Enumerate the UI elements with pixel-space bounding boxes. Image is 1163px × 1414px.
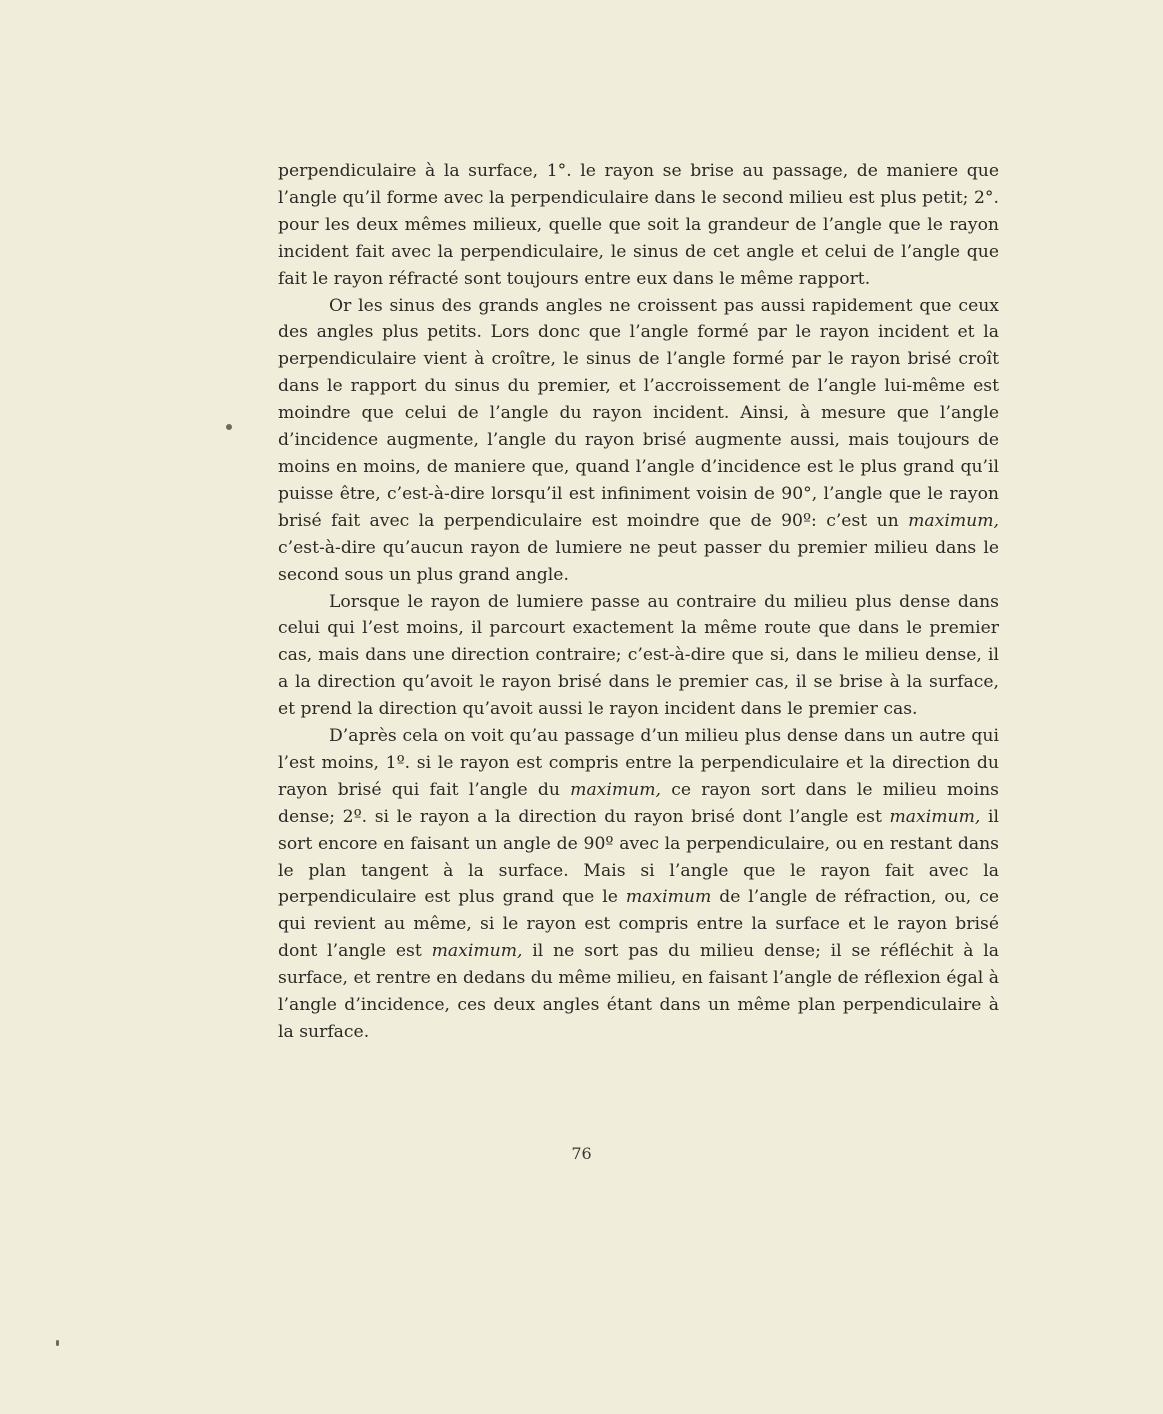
body-text	[278, 158, 999, 1046]
text-run: ce rayon sort dans le milieu moins dense; 2º. si le rayon a la direction du rayon brisé dont l’angle est	[278, 779, 999, 827]
text-run: D’après cela on voit qu’au passage d’un milieu plus dense dans un autre qui l’est moins, 1º. si le rayon est compris entre la perpendiculaire et la direction du rayon brisé qui fait l’angle du	[278, 726, 999, 800]
italic-term: maximum,	[570, 779, 662, 800]
text-run: perpendiculaire à la surface, 1°. le rayon se brise au passage, de maniere que l’angle qu’il forme avec la perpendiculaire dans le second milieu est plus petit; 2°. pour les deux mêmes milieux, quelle que soit la grandeur de l’angle que le rayon incident fait avec la perpendiculaire, le sinus de cet angle et celui de l’angle que fait le rayon réfracté sont toujours entre eux dans le même rapport.	[278, 161, 999, 289]
italic-term: maximum	[625, 887, 712, 908]
italic-term: maximum,	[431, 941, 523, 962]
text-run: il sort encore en faisant un angle de 90º avec la perpendiculaire, ou en restant dans le plan tangent à la surface. Mais si l’angle que le rayon fait avec la perpendiculaire est plus grand que le	[278, 806, 999, 908]
ink-speck	[56, 1340, 59, 1346]
text-run: il ne sort pas du milieu dense; il se réfléchit à la surface, et rentre en dedans du même milieu, en faisant l’angle de réflexion égal à l’angle d’incidence, ces deux angles étant dans un même plan perpendiculaire à la surface.	[278, 941, 999, 1042]
ink-speck	[226, 424, 232, 430]
page-number: 76	[571, 1144, 592, 1163]
text-run: de l’angle de réfraction, ou, ce qui revient au même, si le rayon est compris entre la surface et le rayon brisé dont l’angle est	[278, 887, 999, 962]
text-run: Or les sinus des grands angles ne croissent pas aussi rapidement que ceux des angles plus petits. Lors donc que l’angle formé par le rayon incident et la perpendiculaire vient à croître, le sinus de l’angle formé par le rayon brisé croît dans le rapport du sinus du premier, et l’accroissement de l’angle lui-même est moindre que celui de l’angle du rayon incident. Ainsi, à mesure que l’angle d’incidence augmente, l’angle du rayon brisé augmente aussi, mais toujours de moins en moins, de maniere que, quand l’angle d’incidence est le plus grand qu’il puisse être, c’est-à-dire lorsqu’il est infiniment voisin de 90°, l’angle que le rayon brisé fait avec la perpendiculaire est moindre que de 90º: c’est un	[278, 295, 999, 531]
paragraph	[278, 158, 999, 293]
paragraph	[278, 293, 999, 589]
italic-term: maximum,	[889, 806, 981, 827]
paragraph	[278, 589, 999, 724]
italic-term: maximum,	[908, 510, 999, 531]
text-run: Lorsque le rayon de lumiere passe au contraire du milieu plus dense dans celui qui l’est moins, il parcourt exactement la même route que dans le premier cas, mais dans une direction contraire; c’est-à-dire que si, dans le milieu dense, il a la direction qu’avoit le rayon brisé dans le premier cas, il se brise à la surface, et prend la direction qu’avoit aussi le rayon incident dans le premier cas.	[278, 591, 999, 720]
paragraph	[278, 723, 999, 1046]
text-run: c’est-à-dire qu’aucun rayon de lumiere ne peut passer du premier milieu dans le second sous un plus grand angle.	[278, 537, 999, 585]
